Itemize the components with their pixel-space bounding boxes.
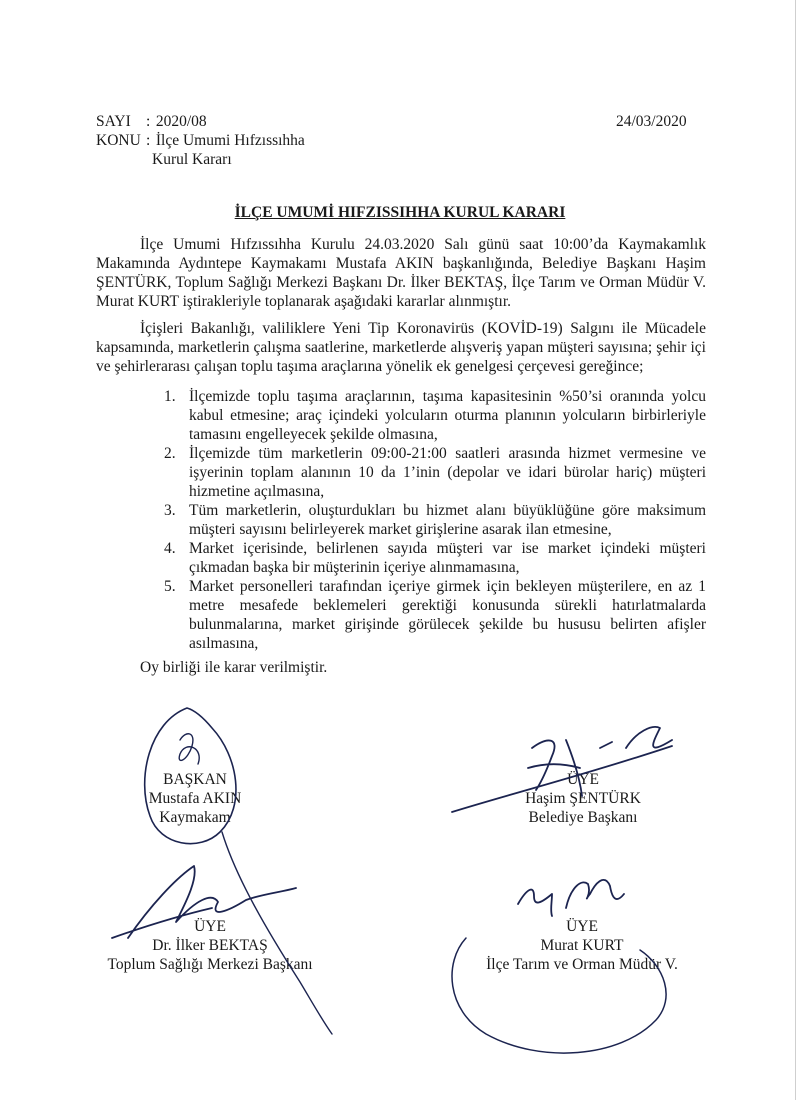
decision-text: Market içerisinde, belirlenen sayıda müşteri var ise market içindeki müşteri çıkmadan başka bir müşterinin içeriye alınmamasına, [189,540,706,576]
closing-statement: Oy birliği ile karar verilmiştir. [140,659,328,676]
signatory-name: Haşim ŞENTÜRK [525,790,641,807]
signatory-name: Mustafa AKIN [148,790,242,807]
decision-number: 3. [164,502,176,519]
decision-item [164,577,706,653]
paragraph-1 [96,235,706,311]
signatory-title: Toplum Sağlığı Merkezi Başkanı [107,956,313,973]
decision-item [164,387,706,444]
document-title: İLÇE UMUMİ HIFZISSIHHA KURUL KARARI [234,204,566,221]
number-value: 2020/08 [155,113,207,130]
paragraph-2 [96,319,706,376]
signatory-title: İlçe Tarım ve Orman Müdür V. [486,956,678,973]
decision-item [164,539,706,577]
decision-text: Market personelleri tarafından içeriye girmek için bekleyen müşterilere, en az 1 metre mesafede beklemeleri gerektiği konusunda sürekli hatırlatmalarda bulunmalarına, market girişinde görülecek şekilde bu hususu belirten afişler asılmasına, [189,578,706,652]
number-label: SAYI [96,113,131,130]
document-date: 24/03/2020 [616,113,687,130]
signatory-name: Dr. İlker BEKTAŞ [152,937,268,954]
decision-list [164,387,706,653]
decision-number: 2. [164,445,176,462]
signatory-title: Kaymakam [159,809,231,826]
number-colon: : [146,113,151,130]
decision-text: İlçemizde tüm marketlerin 09:00-21:00 saatleri arasında hizmet vermesine ve işyerinin toplam alanının 10 da 1’inin (depolar ve idari bürolar hariç) müşteri hizmetine açılmasına, [189,445,706,500]
decision-item [164,444,706,501]
subject-label: KONU [96,132,141,149]
document-header [96,112,305,169]
decision-number: 4. [164,540,176,557]
decision-number: 5. [164,578,176,595]
decision-text: Tüm marketlerin, oluşturdukları bu hizmet alanı büyüklüğüne göre maksimum müşteri sayısını belirleyerek market girişlerine asarak ilan etmesine, [189,502,706,538]
signatory-role: ÜYE [194,918,226,935]
subject-line [96,131,305,150]
signatory-name: Murat KURT [540,937,624,954]
decision-number: 1. [164,388,176,405]
signatory-role: ÜYE [566,918,598,935]
signature-block-agriculture [462,917,702,974]
scan-edge [795,0,796,1100]
paragraph-1-text: İlçe Umumi Hıfzıssıhha Kurulu 24.03.2020 Salı günü saat 10:00’da Kaymakamlık Makamında Aydıntepe Kaymakamı Mustafa AKIN başkanlığında, Belediye Başkanı Haşim ŞENTÜRK, Toplum Sağlığı Merkezi Başkanı Dr. İlker BEKTAŞ, İlçe Tarım ve Orman Müdür V. Murat KURT iştirakleriyle toplanarak aşağıdaki kararlar alınmıştır. [96,236,706,310]
signature-block-mayor [478,770,688,827]
signatory-role: ÜYE [567,771,599,788]
signature-agriculture [518,880,624,916]
decision-text: İlçemizde toplu taşıma araçlarının, taşıma kapasitesinin %50’si oranında yolcu kabul etmesine; araç içindeki yolcuların oturma planının yolcuların birbirleriyle tamasını engelleyecek şekilde olmasına, [189,388,706,443]
subject-value-1: İlçe Umumi Hıfzıssıhha [155,132,305,149]
number-line [96,112,305,131]
decision-item [164,501,706,539]
signature-block-health [80,917,340,974]
subject-value-2: Kurul Kararı [152,151,232,168]
paragraph-2-text: İçişleri Bakanlığı, valiliklere Yeni Tip Koronavirüs (KOVİD-19) Salgını ile Mücadele kapsamında, marketlerin çalışma saatlerine, marketlerde alışveriş yapan müşteri sayısına; şehir içi ve şehirlerarası çalışan toplu taşıma araçlarına yönelik ek genelgesi çerçevesi gereğince; [96,320,706,375]
subject-line-2 [96,150,305,169]
subject-colon: : [146,132,151,149]
signatory-title: Belediye Başkanı [528,809,638,826]
signatory-role: BAŞKAN [163,771,227,788]
signature-block-chair [110,770,280,827]
